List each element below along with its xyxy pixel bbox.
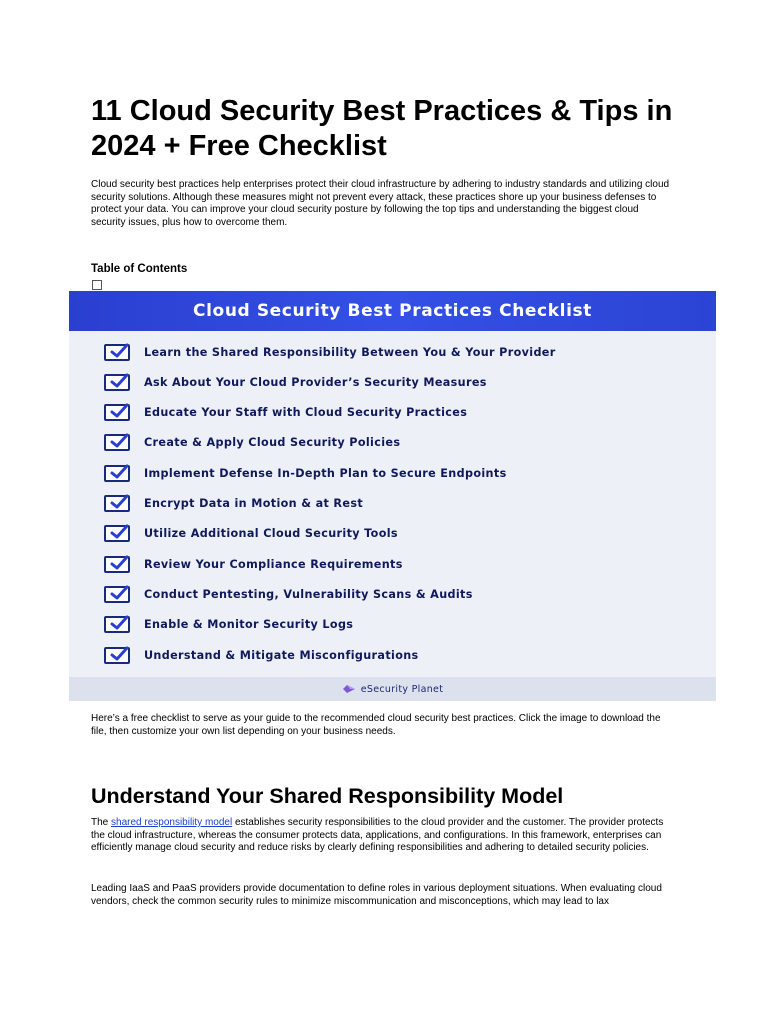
checklist-item-label: Educate Your Staff with Cloud Security Practices [144,406,468,420]
shared-responsibility-paragraph [91,817,671,855]
checklist-item [104,341,704,363]
checklist-item-label: Understand & Mitigate Misconfigurations [144,648,419,662]
checklist-item-label: Implement Defense In-Depth Plan to Secure Endpoints [144,466,507,480]
checklist-item [104,523,704,545]
checkmark-icon [104,465,130,482]
checklist-item [104,493,704,515]
paragraph-prefix: The [91,817,112,828]
checklist-item-label: Learn the Shared Responsibility Between You & Your Provider [144,345,556,359]
table-of-contents-label[interactable]: Table of Contents [91,263,188,275]
checkmark-icon [104,586,130,603]
checklist-item [104,432,704,454]
checkmark-icon [104,525,130,542]
checkmark-icon [104,556,130,573]
checklist-item [104,402,704,424]
checklist-item-label: Create & Apply Cloud Security Policies [144,436,401,450]
providers-paragraph: Leading IaaS and PaaS providers provide documentation to define roles in various deployment situations. When evaluating cloud vendors, check the common security rules to minimize miscommunication and misconceptions, which may lead to lax [91,883,662,907]
section-heading: Understand Your Shared Responsibility Model [91,784,564,808]
checklist-item-label: Ask About Your Cloud Provider’s Security Measures [144,375,487,389]
checkmark-icon [104,647,130,664]
toc-toggle-checkbox[interactable] [92,280,102,290]
checklist-item [104,614,704,636]
checklist-item-label: Conduct Pentesting, Vulnerability Scans & Audits [144,587,473,601]
intro-paragraph: Cloud security best practices help enterprises protect their cloud infrastructure by adhering to industry standards and utilizing cloud security solutions. Although these measures might not prevent every attack, these practices shore up your business defenses to protect your data. You can improve your cloud security posture by following the top tips and understanding the biggest cloud security issues, plus how to overcome them. [91,179,670,228]
brand-name: eSecurity Planet [360,683,444,695]
paragraph-rest: establishes security responsibilities to the cloud provider and the customer. The provider protects the cloud infrastructure, whereas the consumer protects data, applications, and configurations. In this framework, enterprises can efficiently manage cloud security and reduce risks by clearly defining responsibilities and adhering to detailed security policies. [91,817,664,853]
checklist-footer [69,677,716,701]
checkmark-icon [104,404,130,421]
checklist-item-label: Review Your Compliance Requirements [144,557,403,571]
checklist-item [104,644,704,666]
checklist-item-label: Enable & Monitor Security Logs [144,618,354,632]
article-title: 11 Cloud Security Best Practices & Tips in 2024 + Free Checklist [91,95,673,162]
checklist-item-label: Utilize Additional Cloud Security Tools [144,527,398,541]
checkmark-icon [104,495,130,512]
free-checklist-paragraph: Here’s a free checklist to serve as your guide to the recommended cloud security best practices. Click the image to download the file, then customize your own list depending on your business needs. [91,713,661,737]
checkmark-icon [104,434,130,451]
esecurity-planet-logo-icon [342,684,356,694]
checklist-item-label: Encrypt Data in Motion & at Rest [144,497,364,510]
shared-responsibility-link[interactable]: shared responsibility model [111,817,233,828]
checkmark-icon [104,616,130,633]
checklist-item [104,553,704,575]
checklist-item [104,583,704,605]
checklist-item [104,462,704,484]
checklist-image[interactable] [69,291,716,701]
checklist-header: Cloud Security Best Practices Checklist [69,291,716,331]
checkmark-icon [104,374,130,391]
checklist-item [104,371,704,393]
checkmark-icon [104,344,130,361]
